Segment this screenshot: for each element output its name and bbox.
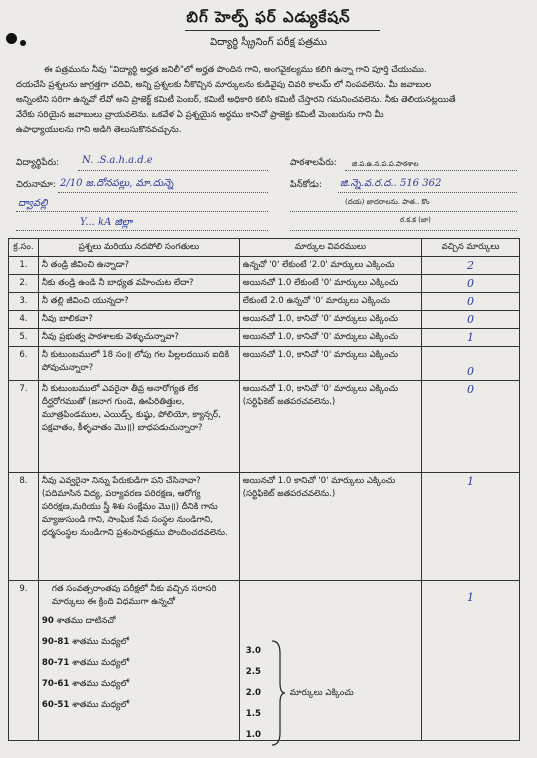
address-line-3-value[interactable]: ద్వావల్లి (18, 198, 48, 209)
grade-desc: శాతము మధ్యలో (72, 637, 130, 647)
student-name-label: విద్యార్థిపేరు: (16, 158, 60, 168)
row-number: 8. (9, 473, 39, 581)
screening-questions-table (8, 238, 520, 741)
column-header-marks-obtained: వచ్చిన మార్కులు (422, 239, 520, 257)
pincode-line (338, 192, 517, 193)
grade-scores (246, 641, 261, 746)
address-value[interactable]: 2/10 జ.దోనపల్లు, మా.దున్నె (60, 178, 174, 189)
row-question: నీవు ప్రభుత్వ పాఠశాలకు వెళ్ళుచున్నావా? (38, 329, 239, 347)
row-marks-rule: అయినచో 1.0, కానిచో '0' మార్కులు ఎక్కించు (239, 311, 421, 329)
student-name-value[interactable]: N. .S.a.h.a.d.e (82, 155, 153, 166)
table-row (9, 257, 520, 275)
grade-score: 3.0 (245, 646, 261, 656)
row-question: నీ కుటుంబములో 18 సం॥ లోపు గల పిల్లలదయిన ఐదికి పోవుచున్నారా? (38, 347, 239, 381)
row-question: నీవు ఎవ్వరైనా నిన్ను పేరుకుడిగా పని చేసినావా? (పదిమాసిన విద్య, పర్యావరణ పరిరక్షణ, ఆరోగ్య పరిరక్షణ,మరియు స్త్రీ శిశు సంక్షేమం మొ॥) దీనికి గాను మ్యాజుసుండి గాని, సాంఘిక సేవ సంస్థల నుండిగాని, ధర్మసంస్థల నుండిగాని ప్రశంసాపత్రము పొందించదవలెను. (38, 473, 239, 581)
row-marks-obtained[interactable]: 0 (422, 347, 520, 381)
grade-row (42, 657, 236, 670)
grade-range: 90-81 (41, 637, 70, 647)
row-marks-rule: అయినచో 1.0 లేకుంటే '0' మార్కులు ఎక్కించు (239, 275, 421, 293)
row-question: నీ కుటుంబములో ఎవరైనా తీవ్ర అనారోగ్యత లేక దీర్ఘరోగముతో (జనాగ గుండె, ఊపిరితిత్తుల, మూత్రపిండముల, ఎయిడ్స్, కుష్ఠు, పోలియో, క్యాన్సర్, పక్షవాతం, కీళ్ళవాతం మొ॥) బాధపడుచున్నారా? (38, 381, 239, 473)
grade-row (42, 615, 236, 628)
row-question: నీ తండ్రి జీవించి ఉన్నాడా? (38, 257, 239, 275)
row-marks-rule: అయినచో 1.0, కానిచో '0' మార్కులు ఎక్కించు (239, 329, 421, 347)
grade-row (42, 678, 236, 691)
grade-desc: శాతము మధ్యలో (72, 700, 130, 710)
school-name-label: పాఠశాలపేరు: (290, 158, 337, 168)
row-number: 1. (9, 257, 39, 275)
grade-row (42, 699, 236, 712)
column-header-questions: ప్రశ్నలు మరియు నదపోలి సంగతులు (38, 239, 239, 257)
table-row (9, 329, 520, 347)
grade-scores-cell (239, 581, 421, 741)
table-row (9, 293, 520, 311)
form-subtitle: విద్యార్థి స్క్రీనింగ్ పరీక్ష పత్రము (210, 37, 327, 48)
row-question: గత సంవత్సరాంతపు పరీక్షలో నీకు వచ్చిన సరాసరి మార్కులు ఈ క్రింది విధముగా ఉన్నచో (51, 584, 217, 607)
column-header-marks-details: మార్కుల వివరములు (239, 239, 421, 257)
grade-score: 1.5 (245, 709, 261, 719)
grade-score: 2.5 (245, 667, 261, 677)
pincode-value[interactable]: జి.న్నె.వ.ర.ద.. 516 362 (340, 178, 442, 189)
row-number: 2. (9, 275, 39, 293)
table-row (9, 275, 520, 293)
address-label: చిరునామా: (16, 180, 56, 190)
instructions-paragraph (16, 63, 526, 138)
grade-desc: శాతము మధ్యలో (72, 679, 130, 689)
curly-brace-icon (270, 639, 286, 747)
row-marks-obtained[interactable]: 1 (422, 581, 520, 741)
row-question-grades (38, 581, 239, 741)
row-question: నీకు తండ్రి ఉండి నీ బాధ్యత వహించుట లేదా? (38, 275, 239, 293)
row-number: 7. (9, 381, 39, 473)
address-line-4-right-line (290, 230, 517, 231)
table-row (9, 347, 520, 381)
table-row (9, 311, 520, 329)
instruction-line: ఉపాధ్యాయులను గాని అడిగి తెలుసుకొనవచ్చును. (16, 125, 182, 135)
grade-range: 90 (41, 616, 54, 626)
address-line (58, 192, 268, 193)
row-marks-rule: లేకుంటే 2.0 ఉన్నచో '0' మార్కులు ఎక్కించు (239, 293, 421, 311)
row-marks-rule: అయినచో 1.0, కానిచో '0' మార్కులు ఎక్కించు (సర్టిఫికెట్ జతపరచవలెను.) (239, 381, 421, 473)
grade-desc: శాతము మధ్యలో (72, 658, 130, 668)
row-number: 6. (9, 347, 39, 381)
row-marks-obtained[interactable]: 2 (422, 257, 520, 275)
table-row (9, 381, 520, 473)
student-name-line (78, 170, 268, 171)
row-marks-obtained[interactable]: 1 (422, 473, 520, 581)
row-marks-obtained[interactable]: 0 (422, 275, 520, 293)
address-line-4 (16, 230, 268, 231)
row-number: 5. (9, 329, 39, 347)
column-header-serial: క్ర.సం. (9, 239, 39, 257)
row-marks-obtained[interactable]: 0 (422, 293, 520, 311)
table-row (9, 473, 520, 581)
grade-range: 60-51 (41, 700, 70, 710)
grade-desc: శాతము దాటినచో (56, 616, 116, 626)
row-number: 9. (9, 581, 39, 741)
grade-score: 2.0 (245, 688, 261, 698)
table-header-row (9, 239, 520, 257)
title-underline (185, 30, 380, 31)
row-marks-obtained[interactable]: 0 (422, 311, 520, 329)
grade-score: 1.0 (245, 730, 261, 740)
school-name-line (345, 170, 517, 171)
grade-row (42, 636, 236, 649)
address-line-4-right: ర.క.క (జా) (400, 216, 431, 224)
instruction-line: దయచేసి ప్రశ్నలను జాగ్రత్తగా చదివి, అన్ని ప్రశ్నలకు నీకొచ్చిన మార్కులను కుడివైపు చివరి కాలమ్ లో నింపవలెను. మీ జవాబుల (16, 80, 432, 90)
grade-range: 80-71 (41, 658, 70, 668)
address-line-3-right: (దయ) జాదరాలను. పాత.. కొం (345, 198, 430, 206)
row-marks-obtained[interactable]: 1 (422, 329, 520, 347)
form-title: బిగ్ హెల్ప్ ఫర్ ఎడ్యుకేషన్ (186, 8, 351, 26)
address-line-3 (16, 211, 268, 212)
table-row (9, 581, 520, 741)
grade-marks-note: మార్కులు ఎక్కించు (289, 688, 354, 698)
instruction-line: వేరేకు సరియైన జవాబులు వ్రాయవలెను. ఒకవేళ ఏ ప్రశ్నయైన అర్ధము కానిచో ప్రాజెక్టు కమిటీ మెంబరును గాని మీ (16, 110, 384, 120)
address-line-3-right-line (290, 211, 517, 212)
address-line-4-value[interactable]: Y... kA జిల్లా (80, 217, 133, 228)
instruction-line: అన్నింటిని సరిగా ఉన్నవో లేవో అని ప్రాజెక్ట్ కమిటీ పెంబర్, కమిటీ అధికారి కలిసి కమిటీ చేస్తారని గమనించవలెను. నీకు తెలియనట్లయితే (16, 95, 456, 105)
pincode-label: పిన్‌కోడు: (290, 180, 322, 190)
row-marks-obtained[interactable]: 0 (422, 381, 520, 473)
row-marks-rule: అయినచో 1.0, కానిచో '0' మార్కులు ఎక్కించు (239, 347, 421, 381)
instruction-line: ఈ పత్రమును నీవు "విద్యార్థి అర్హత జనిలీ"లో అర్హత పొందిన గాని, అంగవైకల్యము కలిగి ఉన్నా గాని పూర్తి చేయుము. (44, 65, 427, 75)
row-number: 4. (9, 311, 39, 329)
school-name-value[interactable]: జి.ప.ఉ.న.ప.ప.పాఠశాల (352, 160, 419, 168)
row-number: 3. (9, 293, 39, 311)
row-question: నీ తల్లి జీవించి యున్నదా? (38, 293, 239, 311)
grade-range: 70-61 (41, 679, 70, 689)
row-marks-rule: అయినచో 1.0 కానిచో '0' మార్కులు ఎక్కించు (సర్టిఫికెట్ జతపరచవలెను.) (239, 473, 421, 581)
row-question: నీవు బాలికవా? (38, 311, 239, 329)
row-marks-rule: ఉన్నచో '0' లేకుంటే '2.0' మార్కులు ఎక్కించు (239, 257, 421, 275)
